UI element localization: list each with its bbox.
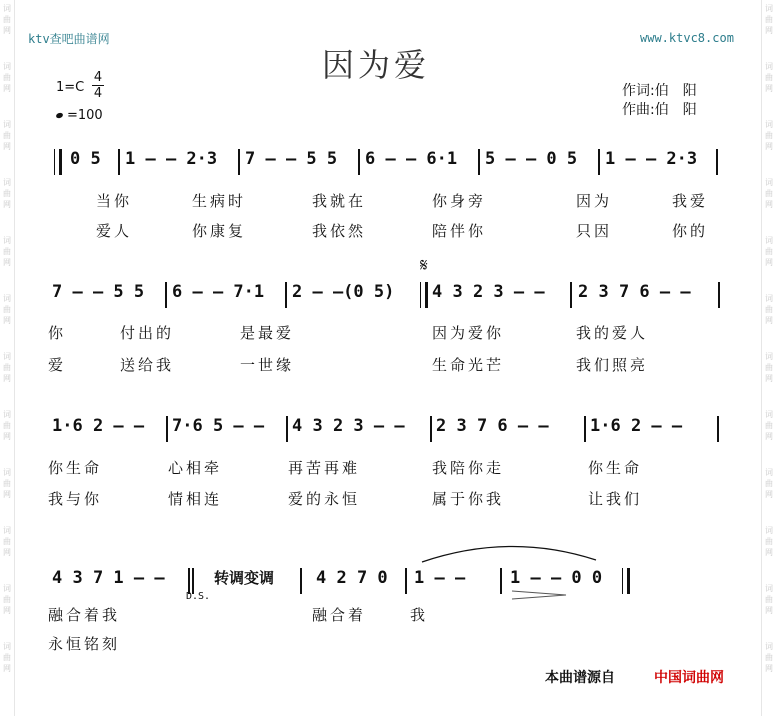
watermark-char: 曲: [3, 73, 11, 82]
watermark-char: 网: [765, 490, 773, 499]
watermark-char: 网: [765, 26, 773, 35]
watermark-char: 曲: [3, 15, 11, 24]
barline: [584, 416, 586, 442]
watermark-char: 词: [765, 526, 773, 535]
lyric-word: 付出的: [120, 324, 175, 342]
lyric-word: 爱的永恒: [288, 490, 361, 508]
measure: 6 — — 7·1: [172, 282, 265, 302]
barline: [166, 416, 168, 442]
barline: [238, 149, 240, 175]
lyric-word: 心相牵: [168, 459, 223, 477]
watermark-char: 词: [765, 120, 773, 129]
measure: 4 3 2 3 — —: [432, 282, 545, 302]
barline: [500, 568, 502, 594]
barline: [165, 282, 167, 308]
watermark-char: 词: [765, 584, 773, 593]
watermark-char: 曲: [3, 595, 11, 604]
watermark-char: 词: [3, 526, 11, 535]
time-denominator: 4: [93, 86, 103, 101]
lyric-word: 让我们: [588, 490, 643, 508]
barline: [358, 149, 360, 175]
watermark-char: 曲: [765, 653, 773, 662]
watermark-char: 网: [3, 258, 11, 267]
lyric-word: 你生命: [588, 459, 643, 477]
watermark-char: 词: [3, 4, 11, 13]
watermark-char: 词: [765, 410, 773, 419]
lyricist: 作词:伯 阳: [622, 83, 697, 99]
lyric-word: 爱: [48, 356, 67, 374]
watermark-char: 曲: [765, 189, 773, 198]
watermark-char: 曲: [765, 537, 773, 546]
decrescendo-icon: [510, 588, 570, 602]
measure: 7 — — 5 5: [245, 149, 338, 169]
lyric-word: 生病时: [192, 192, 247, 210]
watermark-char: 词: [765, 468, 773, 477]
lyric-word: 融合着: [312, 606, 367, 624]
lyric-word: 我陪你走: [432, 459, 505, 477]
measure: 2 3 7 6 — —: [578, 282, 691, 302]
barline: [716, 149, 718, 175]
watermark-char: 网: [765, 374, 773, 383]
measure: 1 — —: [414, 568, 466, 588]
lyric-word: 只因: [576, 222, 613, 240]
watermark-char: 网: [3, 432, 11, 441]
composer: 作曲:伯 阳: [622, 102, 697, 118]
watermark-char: 词: [3, 62, 11, 71]
footer-source-link[interactable]: 中国词曲网: [654, 670, 724, 686]
staff-line-4: [0, 566, 776, 596]
staff-line-1: [0, 147, 776, 177]
barline: [286, 416, 288, 442]
segno-barline: [420, 282, 428, 308]
watermark-char: 网: [3, 26, 11, 35]
lyric-word: 当你: [96, 192, 133, 210]
watermark-char: 网: [3, 316, 11, 325]
barline: [598, 149, 600, 175]
watermark-char: 词: [3, 584, 11, 593]
watermark-char: 网: [765, 258, 773, 267]
lyric-word: 生命光芒: [432, 356, 505, 374]
watermark-char: 词: [3, 294, 11, 303]
watermark-char: 词: [3, 642, 11, 651]
watermark-char: 曲: [3, 189, 11, 198]
lyric-word: 属于你我: [432, 490, 505, 508]
lyric-word: 我: [410, 606, 429, 624]
watermark-char: 词: [3, 352, 11, 361]
tempo-mark: [56, 108, 103, 123]
lyric-word: 是最爱: [240, 324, 295, 342]
watermark-char: 词: [3, 236, 11, 245]
measure: 4 3 7 1 — —: [52, 568, 165, 588]
barline: [405, 568, 407, 594]
watermark-char: 词: [765, 178, 773, 187]
watermark-char: 词: [765, 294, 773, 303]
lyric-word: 我的爱人: [576, 324, 649, 342]
watermark-char: 网: [3, 490, 11, 499]
barline: [300, 568, 302, 594]
lyric-word: 陪伴你: [432, 222, 487, 240]
lyric-word: 因为爱你: [432, 324, 505, 342]
measure: 5 — — 0 5: [485, 149, 578, 169]
lyric-word: 你生命: [48, 459, 103, 477]
barline: [430, 416, 432, 442]
lyric-word: 情相连: [168, 490, 223, 508]
watermark-char: 曲: [3, 479, 11, 488]
barline: [478, 149, 480, 175]
watermark-char: 曲: [3, 537, 11, 546]
lyric-word: 你: [48, 324, 67, 342]
lyric-word: 爱人: [96, 222, 133, 240]
watermark-char: 曲: [3, 131, 11, 140]
site-label-left[interactable]: ktv查吧曲谱网: [28, 32, 110, 46]
final-barline: [622, 568, 630, 594]
measure: 1·6 2 — —: [52, 416, 145, 436]
modulation-label: 转调变调: [214, 569, 275, 587]
watermark-char: 网: [3, 374, 11, 383]
watermark-char: 词: [765, 642, 773, 651]
staff-line-2: [0, 280, 776, 310]
lyric-word: 我与你: [48, 490, 103, 508]
watermark-char: 曲: [765, 479, 773, 488]
lyric-word: 你身旁: [432, 192, 487, 210]
repeat-start-barline: [54, 149, 62, 175]
watermark-char: 网: [3, 606, 11, 615]
time-numerator: 4: [93, 70, 103, 85]
lyric-word: 你的: [672, 222, 709, 240]
measure: 7 — — 5 5: [52, 282, 145, 302]
time-signature: [92, 70, 104, 101]
watermark-char: 网: [3, 84, 11, 93]
barline: [285, 282, 287, 308]
watermark-char: 曲: [3, 363, 11, 372]
lyric-word: 你康复: [192, 222, 247, 240]
lyric-word: 我就在: [312, 192, 367, 210]
watermark-char: 曲: [765, 131, 773, 140]
quarter-note-icon: [55, 112, 63, 119]
watermark-char: 网: [765, 548, 773, 557]
lyric-word: 永恒铭刻: [48, 635, 121, 653]
lyric-word: 因为: [576, 192, 613, 210]
watermark-char: 曲: [765, 305, 773, 314]
watermark-char: 网: [765, 432, 773, 441]
watermark-char: 曲: [3, 421, 11, 430]
watermark-char: 网: [3, 200, 11, 209]
watermark-char: 曲: [3, 247, 11, 256]
watermark-char: 网: [765, 606, 773, 615]
site-url-right[interactable]: www.ktvc8.com: [640, 31, 734, 45]
watermark-char: 网: [765, 142, 773, 151]
barline: [717, 416, 719, 442]
measure: 0 5: [70, 149, 101, 169]
lyric-word: 送给我: [120, 356, 175, 374]
measure: 4 3 2 3 — —: [292, 416, 405, 436]
right-watermark-strip: [761, 0, 776, 716]
staff-line-3: [0, 414, 776, 444]
measure: 2 — —(0 5): [292, 282, 395, 302]
watermark-char: 曲: [765, 247, 773, 256]
watermark-char: 词: [3, 468, 11, 477]
watermark-char: 曲: [3, 305, 11, 314]
watermark-char: 词: [3, 410, 11, 419]
measure: 1 — — 2·3: [125, 149, 218, 169]
barline: [718, 282, 720, 308]
measure: 1·6 2 — —: [590, 416, 683, 436]
lyric-word: 一世缘: [240, 356, 295, 374]
measure: 4 2 7 0: [316, 568, 388, 588]
song-title: 因为爱: [322, 46, 431, 84]
watermark-char: 曲: [765, 363, 773, 372]
watermark-char: 词: [765, 236, 773, 245]
footer-source-label: 本曲谱源自: [545, 670, 615, 686]
lyric-word: 融合着我: [48, 606, 121, 624]
watermark-char: 词: [3, 120, 11, 129]
watermark-char: 词: [765, 62, 773, 71]
measure: 1 — — 2·3: [605, 149, 698, 169]
watermark-char: 网: [765, 84, 773, 93]
watermark-char: 网: [765, 316, 773, 325]
watermark-char: 词: [765, 352, 773, 361]
key-signature: 1=C: [56, 80, 85, 95]
watermark-char: 词: [765, 4, 773, 13]
slur-icon: [420, 540, 600, 564]
watermark-char: 网: [3, 142, 11, 151]
segno-icon: 𝄋: [420, 255, 428, 276]
measure: 1 — — 0 0: [510, 568, 603, 588]
dal-segno-mark: D.S.: [186, 591, 211, 602]
watermark-char: 曲: [765, 73, 773, 82]
left-watermark-strip: [0, 0, 15, 716]
watermark-char: 网: [3, 664, 11, 673]
lyric-word: 我爱: [672, 192, 709, 210]
watermark-char: 曲: [765, 595, 773, 604]
lyric-word: 我依然: [312, 222, 367, 240]
measure: 6 — — 6·1: [365, 149, 458, 169]
watermark-char: 词: [3, 178, 11, 187]
watermark-char: 曲: [765, 15, 773, 24]
lyric-word: 再苦再难: [288, 459, 361, 477]
watermark-char: 网: [765, 200, 773, 209]
measure: 7·6 5 — —: [172, 416, 265, 436]
watermark-char: 曲: [765, 421, 773, 430]
watermark-char: 网: [765, 664, 773, 673]
tempo-value: =100: [67, 108, 103, 123]
measure: 2 3 7 6 — —: [436, 416, 549, 436]
barline: [570, 282, 572, 308]
barline: [118, 149, 120, 175]
watermark-char: 曲: [3, 653, 11, 662]
watermark-char: 网: [3, 548, 11, 557]
lyric-word: 我们照亮: [576, 356, 649, 374]
